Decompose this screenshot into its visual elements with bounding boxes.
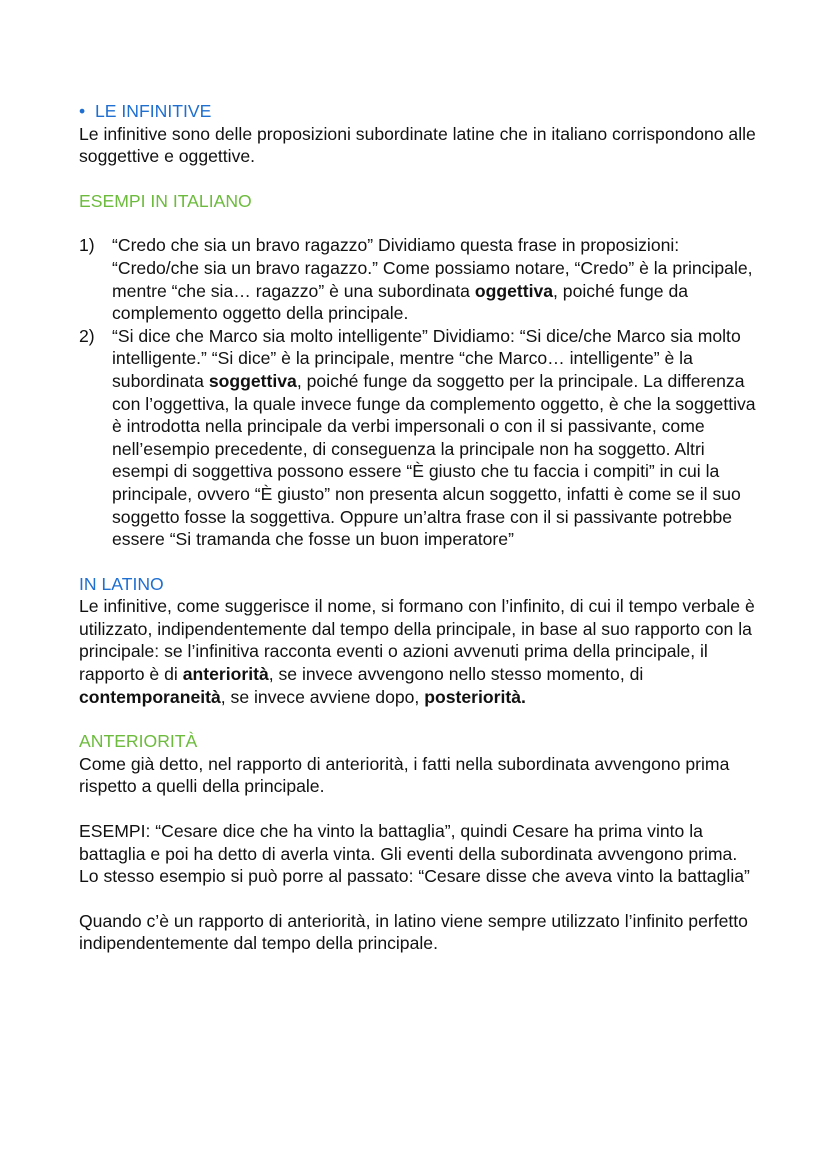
example-text	[112, 325, 759, 551]
example-text-part: “Credo che sia un bravo ragazzo” Dividiamo questa frase in proposizioni: “Credo/che sia un bravo ragazzo.” Come possiamo notare, “Credo” è la principale, mentre “che sia… ragazzo” è una subordinata	[112, 235, 753, 301]
examples-paragraph: ESEMPI: “Cesare dice che ha vinto la battaglia”, quindi Cesare ha prima vinto la battaglia e poi ha detto di averla vinta. Gli eventi della subordinata avvengono prima. Lo stesso esempio si può porre al passato: “Cesare disse che aveva vinto la battaglia”	[79, 821, 750, 887]
emphasis-term: soggettiva	[208, 370, 297, 391]
document-page	[79, 100, 759, 955]
heading-text: LE INFINITIVE	[95, 101, 212, 121]
paragraph-text-part: , se invece avviene dopo,	[220, 686, 425, 707]
bullet-marker: •	[79, 101, 86, 121]
paragraph-text-part: , se invece avvengono nello stesso momento, di	[268, 664, 644, 685]
emphasis-term: oggettiva	[474, 280, 554, 301]
anteriority-paragraph: Come già detto, nel rapporto di anteriorità, i fatti nella subordinata avvengono prima rispetto a quelli della principale.	[79, 753, 730, 797]
section-heading-infinitive	[79, 100, 759, 123]
emphasis-term: anteriorità	[182, 664, 269, 685]
emphasis-term: posteriorità.	[424, 686, 526, 707]
example-text	[112, 234, 759, 324]
section-heading-latin: IN LATINO	[79, 573, 164, 594]
example-text-part: , poiché funge da complemento oggetto della principale.	[112, 280, 689, 324]
list-number: 1)	[79, 235, 95, 256]
paragraph-text-part: Le infinitive, come suggerisce il nome, si formano con l’infinito, di cui il tempo verbale è utilizzato, indipendentemente dal tempo della principale, in base al suo rapporto con la principale: se l’infinitiva racconta eventi o azioni avvenuti prima della principale, il rapporto è di	[79, 596, 755, 685]
intro-paragraph: Le infinitive sono delle proposizioni subordinate latine che in italiano corrispondono alle soggettive e oggettive.	[79, 123, 756, 167]
section-heading-anteriority: ANTERIORITÀ	[79, 731, 198, 752]
section-heading-italian-examples: ESEMPI IN ITALIANO	[79, 190, 252, 211]
list-number: 2)	[79, 325, 95, 346]
emphasis-term: contemporaneità	[79, 686, 221, 707]
list-item	[79, 234, 759, 324]
list-item	[79, 325, 759, 551]
latin-paragraph	[79, 595, 759, 708]
example-text-part: , poiché funge da soggetto per la principale. La differenza con l’oggettiva, la quale invece funge da complemento oggetto, è che la soggettiva è introdotta nella principale da verbi impersonali o con il si passivante, come nell’esempio precedente, di conseguenza la principale non ha soggetto. Altri esempi di soggettiva possono essere “È giusto che tu faccia i compiti” in cui la principale, ovvero “È giusto” non presenta alcun soggetto, infatti è come se il suo soggetto fosse la soggettiva. Oppure un’altra frase con il si passivante potrebbe essere “Si tramanda che fosse un buon imperatore”	[112, 370, 756, 550]
conclusion-paragraph: Quando c’è un rapporto di anteriorità, in latino viene sempre utilizzato l’infinito perfetto indipendentemente dal tempo della principale.	[79, 910, 748, 954]
examples-list	[79, 234, 759, 550]
example-text-part: “Si dice che Marco sia molto intelligente” Dividiamo: “Si dice/che Marco sia molto intelligente.” “Si dice” è la principale, mentre “che Marco… intelligente” è la subordinata	[112, 325, 741, 391]
